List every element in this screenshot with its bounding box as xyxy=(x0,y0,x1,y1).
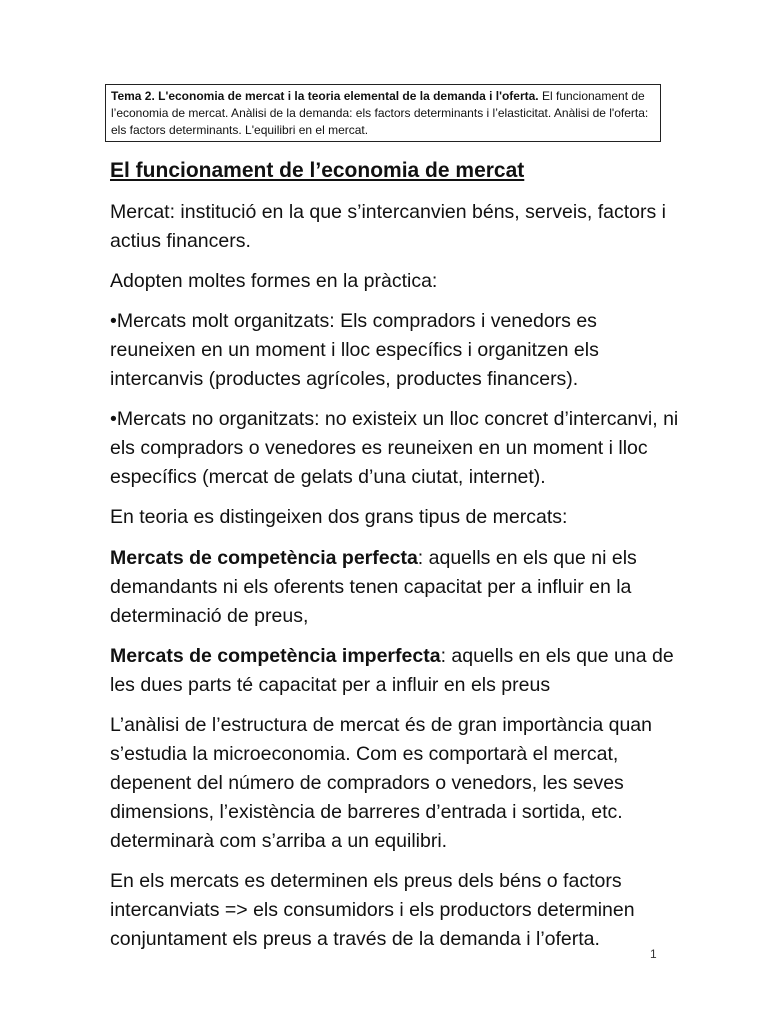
paragraph-market-forms: Adopten moltes formes en la pràctica: xyxy=(110,270,438,292)
paragraph-market-structure: L’anàlisi de l’estructura de mercat és de gran importància quan s’estudia la microeconomia. Com es comportarà el mercat, depenent del número de compradors o venedors, les seves dimensions, l’existència de barreres d’entrada i sortida, etc. determinarà com s’arriba a un equilibri. xyxy=(110,714,652,852)
paragraph-price-determination: En els mercats es determinen els preus dels béns o factors intercanviats => els consumidors i els productors determinen conjuntament els preus a través de la demanda i l’oferta. xyxy=(110,870,635,950)
imperfect-competition-definition: : aquells en els que una de les dues parts té capacitat per a influir en els preus xyxy=(110,645,674,696)
paragraph-unorganized-markets: •Mercats no organitzats: no existeix un lloc concret d’intercanvi, ni els compradors o venedores es reuneixen en un moment i lloc específics (mercat de gelats d’una ciutat, internet). xyxy=(110,408,679,488)
topic-box xyxy=(105,84,661,142)
perfect-competition-definition: : aquells en els que ni els demandants ni els oferents tenen capacitat per a influir en la determinació de preus, xyxy=(110,547,637,627)
term-imperfect-competition: Mercats de competència imperfecta xyxy=(110,645,441,667)
term-perfect-competition: Mercats de competència perfecta xyxy=(110,547,418,569)
main-content xyxy=(110,156,680,965)
paragraph-organized-markets: •Mercats molt organitzats: Els compradors i venedors es reuneixen en un moment i lloc específics i organitzen els intercanvis (productes agrícoles, productes financers). xyxy=(110,310,599,390)
topic-lead: Tema 2. L'economia de mercat i la teoria elemental de la demanda i l'oferta. xyxy=(111,89,539,103)
page-number: 1 xyxy=(650,947,657,961)
paragraph-market-definition: Mercat: institució en la que s’intercanvien béns, serveis, factors i actius financers. xyxy=(110,201,667,252)
section-title: El funcionament de l’economia de mercat xyxy=(110,159,525,182)
paragraph-imperfect-competition xyxy=(110,642,680,700)
paragraph-perfect-competition xyxy=(110,544,680,631)
topic-description: El funcionament de l’economia de mercat. Anàlisi de la demanda: els factors determinants i l’elasticitat. Anàlisi de l'oferta: els factors determinants. L'equilibri en el mercat. xyxy=(111,89,649,137)
paragraph-market-types: En teoria es distingeixen dos grans tipus de mercats: xyxy=(110,506,568,528)
